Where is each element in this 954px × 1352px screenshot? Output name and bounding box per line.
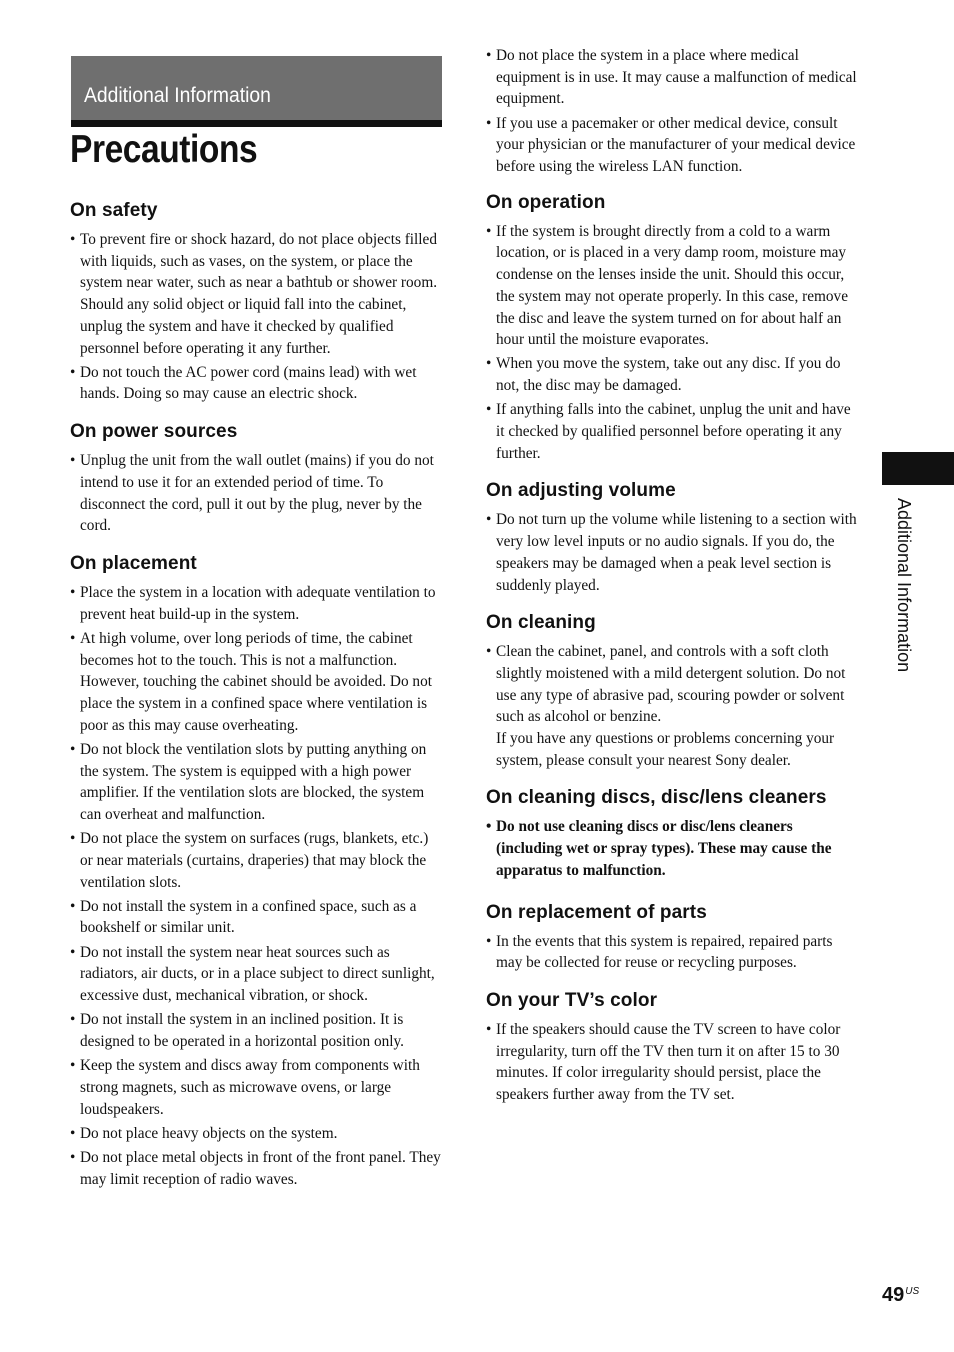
section-heading: On power sources <box>70 421 238 443</box>
section-on-power-sources <box>70 419 442 537</box>
bullet-list <box>70 582 442 1190</box>
list-item <box>486 641 858 771</box>
list-item: • If you use a pacemaker or other medical device, consult your physician or the manufacturer of your medical device before using the wireless LAN function. <box>486 113 858 178</box>
bullet-list <box>486 509 858 596</box>
list-item: • If the speakers should cause the TV screen to have color irregularity, turn off the TV then turn it on after 15 to 30 minutes. If color irregularity should persist, place the speakers further away from the TV set. <box>486 1019 858 1106</box>
section-heading: On operation <box>486 191 606 213</box>
warning-item: • Do not use cleaning discs or disc/lens cleaners (including wet or spray types). These may cause the apparatus to malfunction. <box>486 816 858 881</box>
page-number-suffix: US <box>905 1286 920 1297</box>
list-item: • Do not place the system on surfaces (rugs, blankets, etc.) or near materials (curtains, draperies) that may block the ventilation slots. <box>70 828 442 893</box>
section-on-placement <box>70 551 442 1190</box>
section-banner <box>71 56 442 120</box>
section-heading: On safety <box>70 200 158 221</box>
section-on-safety <box>70 198 442 405</box>
section-heading: On cleaning <box>486 612 596 634</box>
list-item-text: Clean the cabinet, panel, and controls with a soft cloth slightly moistened with a mild detergent solution. Do not use any type of abrasive pad, scouring powder or solvent such as alcohol or benzine. <box>496 643 846 726</box>
right-column <box>486 45 858 1120</box>
bullet-list <box>486 221 858 465</box>
side-tab-marker <box>882 452 954 485</box>
section-heading: On your TV’s color <box>486 990 658 1011</box>
list-item: • To prevent fire or shock hazard, do not place objects filled with liquids, such as vases, on the system, or place the system near water, such as near a bathtub or shower room. Should any solid object or liquid fall into the cabinet, unplug the system and have it checked by qualified personnel before operating it any further. <box>70 229 442 359</box>
list-item: • Do not place metal objects in front of the front panel. They may limit reception of radio waves. <box>70 1147 442 1190</box>
bullet-list <box>486 641 858 771</box>
list-item-continuation: If you have any questions or problems concerning your system, please consult your nearest Sony dealer. <box>496 730 835 769</box>
list-item: • At high volume, over long periods of time, the cabinet becomes hot to the touch. This is not a malfunction. However, touching the cabinet should be avoided. Do not place the system in a confined space where ventilation is poor as this may cause overheating. <box>70 628 442 737</box>
list-item: • If the system is brought directly from a cold to a warm location, or is placed in a very damp room, moisture may condense on the lenses inside the unit. Should this occur, the system may not operate properly. In this case, remove the disc and leave the system turned on for about half an hour until the moisture evaporates. <box>486 221 858 351</box>
list-item: • Do not place heavy objects on the system. <box>70 1123 442 1145</box>
list-item: • Unplug the unit from the wall outlet (mains) if you do not intend to use it for an extended period of time. To disconnect the cord, pull it out by the plug, never by the cord. <box>70 450 442 537</box>
section-heading: On cleaning discs, disc/lens cleaners <box>486 787 827 809</box>
list-item: • When you move the system, take out any disc. If you do not, the disc may be damaged. <box>486 353 858 396</box>
list-item: • Keep the system and discs away from components with strong magnets, such as microwave ovens, or large loudspeakers. <box>70 1055 442 1120</box>
section-on-cleaning-discs <box>486 785 858 881</box>
list-item: • Do not turn up the volume while listening to a section with very low level inputs or no audio signals. If you do, the speakers may be damaged when a peak level section is suddenly played. <box>486 509 858 596</box>
page-title: Precautions <box>70 128 258 171</box>
bullet-list <box>486 931 858 974</box>
list-item: • Do not install the system near heat sources such as radiators, air ducts, or in a place subject to direct sunlight, excessive dust, mechanical vibration, or shock. <box>70 942 442 1007</box>
page-number <box>882 1284 919 1307</box>
bullet-list <box>486 816 858 881</box>
side-tab-label: Additional Information <box>894 498 914 673</box>
list-item: • Do not block the ventilation slots by putting anything on the system. The system is equipped with a high power amplifier. If the ventilation slots are blocked, the system can overheat and malfunction. <box>70 739 442 826</box>
page-number-value: 49 <box>882 1284 905 1306</box>
section-on-tv-color <box>486 988 858 1106</box>
list-item: • If anything falls into the cabinet, unplug the unit and have it checked by qualified personnel before operating it any further. <box>486 399 858 464</box>
bullet-list <box>70 450 442 537</box>
bullet-list <box>486 1019 858 1106</box>
left-column <box>70 198 442 1204</box>
list-item: • Do not install the system in an inclined position. It is designed to be operated in a horizontal position only. <box>70 1009 442 1052</box>
section-heading: On placement <box>70 552 197 574</box>
list-item: • In the events that this system is repaired, repaired parts may be collected for reuse or recycling purposes. <box>486 931 858 974</box>
section-on-adjusting-volume <box>486 478 858 596</box>
list-item: • Do not place the system in a place where medical equipment is in use. It may cause a malfunction of medical equipment. <box>486 45 858 110</box>
list-item: • Do not install the system in a confined space, such as a bookshelf or similar unit. <box>70 896 442 939</box>
list-item: • Place the system in a location with adequate ventilation to prevent heat build-up in the system. <box>70 582 442 625</box>
section-heading: On replacement of parts <box>486 901 707 923</box>
section-on-replacement-of-parts <box>486 900 858 974</box>
bullet-list <box>70 229 442 405</box>
bullet-list <box>486 45 858 178</box>
list-item: • Do not touch the AC power cord (mains lead) with wet hands. Doing so may cause an electric shock. <box>70 362 442 405</box>
section-heading: On adjusting volume <box>486 480 676 502</box>
section-on-operation <box>486 190 858 465</box>
section-on-cleaning <box>486 610 858 771</box>
section-banner-label: Additional Information <box>84 84 271 107</box>
